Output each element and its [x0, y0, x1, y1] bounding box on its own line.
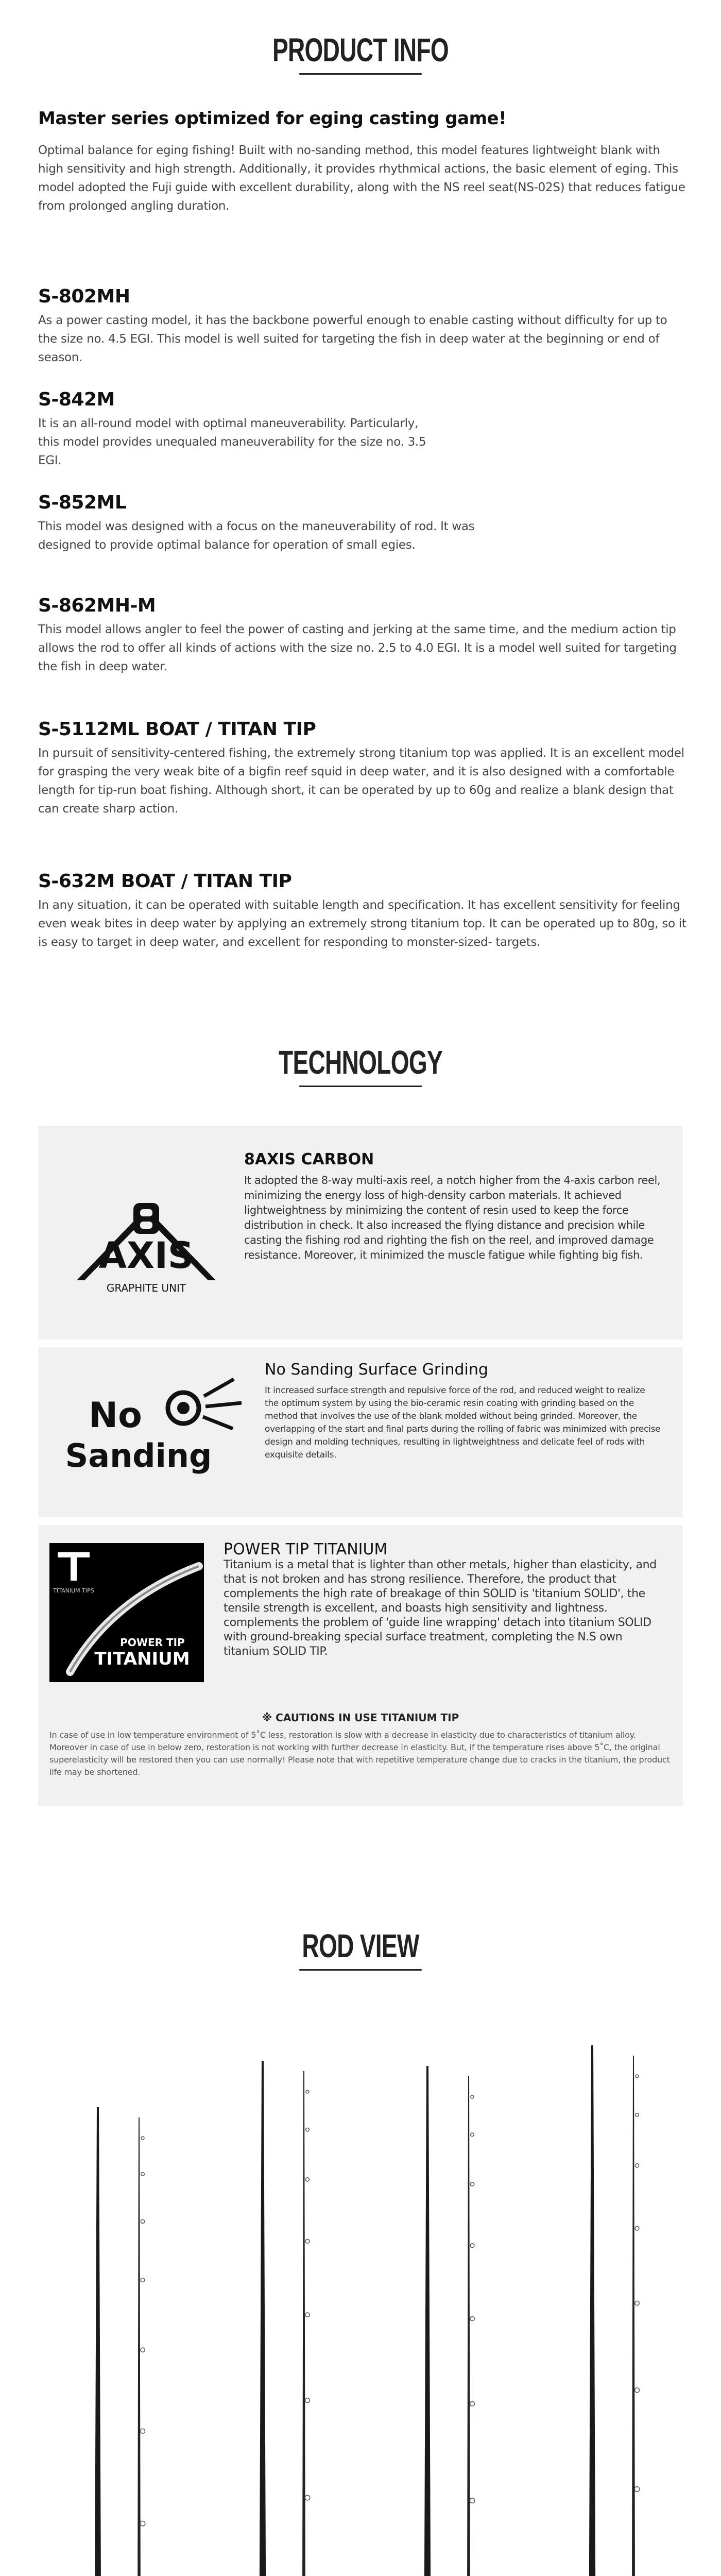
rod-guide	[470, 2182, 474, 2186]
rod-guide	[305, 2239, 310, 2243]
product-headline: Master series optimized for eging casting game!	[38, 108, 507, 129]
rod-guide	[306, 2090, 309, 2093]
rod-guide	[141, 2348, 145, 2352]
axis-title: 8AXIS CARBON	[244, 1150, 374, 1168]
rod-guide	[305, 2398, 310, 2403]
rod-guide	[470, 2244, 474, 2248]
model-name: S-842M	[38, 389, 115, 410]
model-block	[38, 871, 687, 952]
rod-blank-butt	[93, 2107, 102, 2576]
rod-view-illustration	[0, 1989, 721, 2576]
rod-guide	[635, 2388, 640, 2393]
model-desc: This model was designed with a focus on the maneuverability of rod. It was designed to provide optimal balance for operation of small egies.	[38, 520, 475, 552]
no-sanding-line1: No	[89, 1395, 142, 1436]
rod-guide	[636, 2113, 639, 2117]
rod-blank-tip	[136, 2117, 142, 2576]
rod-guide	[141, 2173, 145, 2176]
rod-guide	[141, 2278, 145, 2282]
rod-guide	[636, 2075, 639, 2078]
titanium-logo-line2: TITANIUM	[94, 1649, 190, 1669]
rod-guide	[141, 2429, 145, 2433]
model-desc: This model allows angler to feel the power of casting and jerking at the same time, and the medium action tip allows the rod to offer all kinds of actions with the size no. 2.5 to 4.0 EGI. It is a model well suited for targeting the fish in deep water.	[38, 623, 677, 673]
rod-blank-butt	[588, 2045, 597, 2576]
axis-logo-sub: GRAPHITE UNIT	[106, 1282, 186, 1294]
no-sanding-title: No Sanding Surface Grinding	[265, 1361, 488, 1379]
rod-blank-butt	[258, 2061, 267, 2576]
rod-blank-tip	[631, 2056, 636, 2576]
rod-guide	[634, 2487, 640, 2492]
titanium-logo-small: TITANIUM TIPS	[53, 1587, 94, 1594]
axis-logo	[38, 1126, 254, 1340]
model-desc: In any situation, it can be operated with suitable length and specification. It has excellent sensitivity for feeling even weak bites in deep water by applying an extremely strong titanium top. It can be operated up to 80g, so it is easy to target in deep water, and excellent for responding to monster-sized- targets.	[38, 899, 686, 949]
model-block	[38, 492, 687, 554]
model-name: S-862MH-M	[38, 595, 156, 616]
model-block	[38, 286, 687, 367]
axis-text: It adopted the 8-way multi-axis reel, a notch higher from the 4-axis carbon reel, minimizing the energy loss of high-density carbon materials. It achieved lightweightness by minimizing the content of resin used to keep the force distribution in check. It also increased the flying distance and precision while casting the fishing rod and righting the fish on the reel, and improved damage resistance. Moreover, it minimized the muscle fatigue while fighting big fish.	[244, 1174, 661, 1261]
rod-blank-tip	[301, 2071, 306, 2576]
caution-text: In case of use in low temperature environment of 5˚C less, restoration is slow with a decrease in elasticity due to characteristics of titanium alloy. Moreover in case of use in below zero, restoration is not working with further decrease in elasticity. But, if the temperature rises above 5˚C, the original superelasticity will be restored then you can use normally! Please note that with repetitive temperature change due to cracks in the titanium, the product life may be shortened.	[49, 1730, 670, 1777]
model-name: S-852ML	[38, 492, 127, 513]
model-block	[38, 595, 687, 676]
axis-logo-word: AXIS	[98, 1234, 194, 1277]
model-block	[38, 389, 687, 470]
rod-guide	[470, 2401, 475, 2406]
rod-guide	[635, 2301, 639, 2305]
model-desc: As a power casting model, it has the backbone powerful enough to enable casting without difficulty for up to the size no. 4.5 EGI. This model is well suited for targeting the fish in deep water at the beginning or end of season.	[38, 314, 667, 364]
titanium-logo	[49, 1543, 204, 1682]
model-desc: In pursuit of sensitivity-centered fishing, the extremely strong titanium top was applied. It is an excellent model for grasping the very weak bite of a bigfin reef squid in deep water, and it is also designed with a comfortable length for tip-run boat fishing. Although short, it can be operated by up to 60g and realize a blank design that can create sharp action.	[38, 747, 684, 816]
no-sanding-line2: Sanding	[65, 1437, 212, 1475]
product-info-intro	[38, 108, 687, 215]
rod-guide	[140, 2521, 145, 2526]
rod-guide	[470, 2316, 474, 2320]
product-info-title: PRODUCT INFO	[101, 31, 620, 75]
rod-guide	[470, 2498, 475, 2503]
model-name: S-632M BOAT / TITAN TIP	[38, 871, 292, 892]
rod-guide	[635, 2164, 639, 2167]
rod-blank-butt	[423, 2066, 432, 2576]
rod-guide	[306, 2128, 310, 2131]
no-sanding-logo	[38, 1347, 270, 1517]
product-intro-text: Optimal balance for eging fishing! Built with no-sanding method, this model features lightweight blank with high sensitivity and high strength. Additionally, it provides rhythmical actions, the basic element of eging. This model adopted the Fuji guide with excellent durability, along with the NS reel seat(NS-02S) that reduces fatigue from prolonged angling duration.	[38, 144, 685, 213]
rod-guide	[141, 2219, 144, 2223]
rod-guide	[141, 2137, 144, 2140]
model-name: S-5112ML BOAT / TITAN TIP	[38, 719, 316, 740]
rod-guide	[471, 2095, 474, 2098]
rod-view-title: ROD VIEW	[101, 1927, 620, 1971]
model-name: S-802MH	[38, 286, 130, 307]
titanium-text: Titanium is a metal that is lighter than other metals, higher than elasticity, and that is not broken and has strong resilience. Therefore, the product that complements the high rate of breakage of thin SOLID is 'titanium SOLID', the tensile strength is excellent, and boasts high sensitivity and lightness. complements the problem of 'guide line wrapping' detach into titanium SOLID with ground-breaking special surface treatment, completing the N.S own titanium SOLID TIP.	[224, 1558, 657, 1658]
technology-title: TECHNOLOGY	[101, 1043, 620, 1087]
rod-guide	[471, 2133, 474, 2137]
tech-box-no-sanding	[38, 1347, 683, 1517]
rod-guide	[305, 2313, 310, 2317]
rod-guide	[635, 2226, 639, 2230]
rod-blank-tip	[466, 2076, 471, 2576]
caution-title: ※ CAUTIONS IN USE TITANIUM TIP	[262, 1711, 459, 1724]
titanium-logo-line1: POWER TIP	[120, 1636, 185, 1649]
model-desc: It is an all-round model with optimal maneuverability. Particularly, this model provides unequaled maneuverability for the size no. 3.5 EGI.	[38, 417, 426, 467]
tech-box-titanium	[38, 1525, 683, 1806]
titanium-title: POWER TIP TITANIUM	[224, 1540, 388, 1558]
rod-guide	[305, 2495, 310, 2500]
tech-box-axis	[38, 1126, 683, 1340]
no-sanding-text: It increased surface strength and repulsive force of the rod, and reduced weight to realize the optimum system by using the bio-ceramic resin coating with grinding based on the method that involves the use of the blank molded without being grinded. Moreover, the overlapping of the start and final parts during the rolling of fabric was minimized with precise design and molding techniques, resulting in lightweightness and delicate feel of rods with exquisite details.	[265, 1385, 661, 1460]
rod-guide	[305, 2178, 309, 2181]
model-block	[38, 719, 687, 818]
